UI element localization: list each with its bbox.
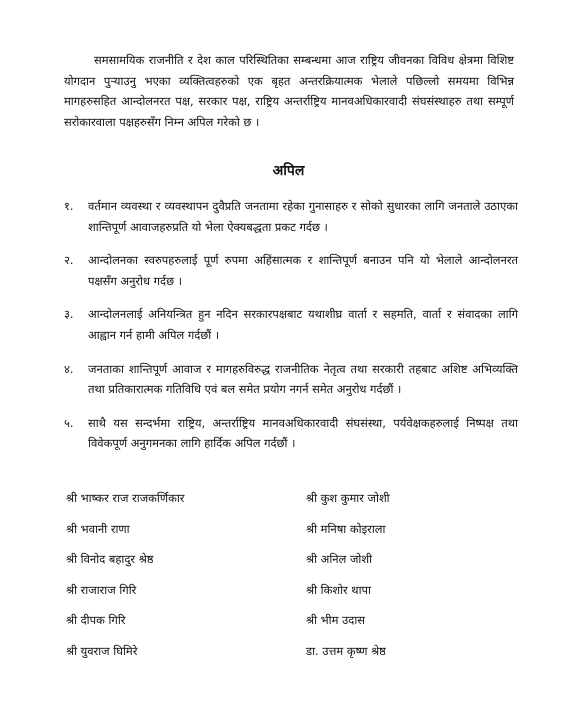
signatory-name: श्री किशोर थापा (306, 582, 371, 597)
appeal-item (64, 304, 518, 345)
signatory-name: श्री कुश कुमार जोशी (306, 491, 390, 505)
signatory-name: श्री भीम उदास (306, 613, 365, 628)
appeal-list (64, 196, 518, 467)
appeal-number: ३. (64, 307, 74, 322)
intro-paragraph: समसामयिक राजनीति र देश काल परिस्थितिका सम्बन्धमा आज राष्ट्रिय जीवनका विविध क्षेत्रमा विशिष्ट योगदान पुर्‍याउनु भएका व्यक्तित्वहरुको एक बृहत अन्तरक्रियात्मक भेलाले पछिल्लो समयमा विभिन्न मागहरुसहित आन्दोलनरत पक्ष, सरकार पक्ष, राष्ट्रिय अन्तर्राष्ट्रिय मानवअधिकारवादी संघसंस्थाहरु तथा सम्पूर्ण सरोकारवाला पक्षहरुसँग निम्न अपिल गरेको छ । (64, 53, 514, 129)
signatory-name: श्री अनिल जोशी (306, 552, 373, 567)
appeal-number: ५. (64, 415, 74, 430)
signatory-name: श्री विनोद बहादुर श्रेष्ठ (66, 552, 154, 567)
signatory-name: श्री मनिषा कोइराला (306, 521, 386, 536)
appeal-text: साथै यस सन्दर्भमा राष्ट्रिय, अन्तर्राष्ट्रिय मानवअधिकारवादी संघसंस्था, पर्यवेक्षकहरुलाई निष्पक्ष तथा विवेकपूर्ण अनुगमनका लागि हार्दिक अपिल गर्दछौं । (88, 415, 518, 451)
appeal-item (64, 196, 518, 237)
appeal-text: आन्दोलनलाई अनियन्त्रित हुन नदिन सरकारपक्षबाट यथाशीघ्र वार्ता र सहमति, वार्ता र संवादका लागि आह्वान गर्न हामी अपिल गर्दछौं । (88, 307, 518, 342)
appeal-text: जनताका शान्तिपूर्ण आवाज र मागहरुविरुद्ध राजनीतिक नेतृत्व तथा सरकारी तहबाट अशिष्ट अभिव्यक्ति तथा प्रतिकारात्मक गतिविधि एवं बल समेत प्रयोग नगर्न समेत अनुरोध गर्दछौं । (88, 361, 518, 397)
appeal-item (64, 250, 518, 291)
page-title: अपिल (272, 163, 305, 179)
signatory-name: श्री दीपक गिरि (66, 613, 126, 628)
appeal-text: आन्दोलनका स्वरुपहरुलाई पूर्ण रुपमा अहिंसात्मक र शान्तिपूर्ण बनाउन पनि यो भेलाले आन्दोलनरत पक्षसँग अनुरोध गर्दछ । (88, 253, 518, 288)
signatory-name: श्री भाष्कर राज राजकर्णिकार (66, 491, 185, 505)
appeal-number: १. (64, 199, 74, 213)
signatory-name: श्री भवानी राणा (66, 521, 130, 536)
appeal-text: वर्तमान व्यवस्था र व्यवस्थापन दुवैप्रति जनतामा रहेका गुनासाहरु र सोको सुधारका लागि जनताले उठाएका शान्तिपूर्ण आवाजहरुप्रति यो भेला ऐक्यबद्धता प्रकट गर्दछ । (88, 199, 518, 234)
appeal-number: २. (64, 253, 74, 268)
signatory-name: श्री युवराज घिमिरे (66, 643, 138, 658)
signatory-name: श्री राजाराज गिरि (66, 582, 137, 597)
appeal-item (64, 413, 518, 454)
signatory-name: डा. उत्तम कृष्ण श्रेष्ठ (306, 643, 386, 658)
signatory-list (66, 488, 486, 661)
appeal-item (64, 359, 518, 400)
appeal-number: ४. (64, 361, 74, 376)
